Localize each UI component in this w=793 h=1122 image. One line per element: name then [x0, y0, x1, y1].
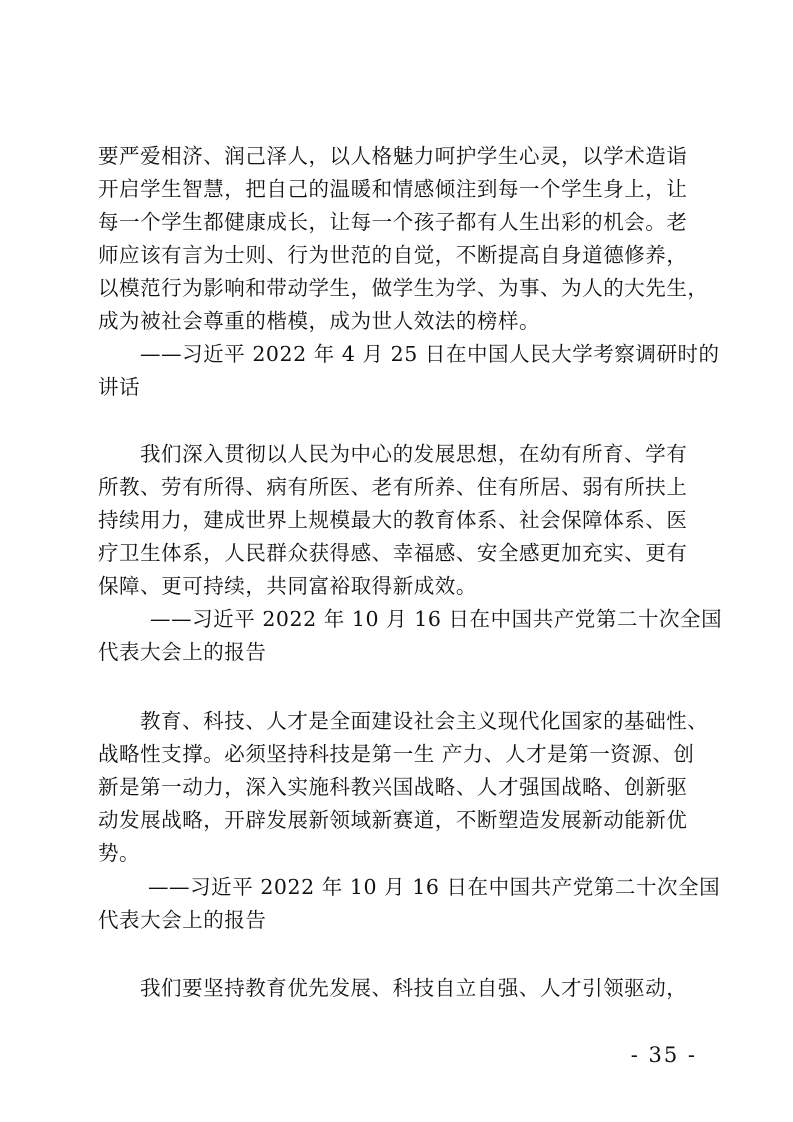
body-line: 所教、劳有所得、病有所医、老有所养、住有所居、弱有所扶上 — [98, 475, 688, 499]
body-line: 成为被社会尊重的楷模，成为世人效法的榜样。 — [98, 309, 541, 333]
attribution-line: ——习近平 2022 年 4 月 25 日在中国人民大学考察调研时的 — [140, 342, 720, 366]
body-line: 势。 — [98, 841, 141, 865]
attribution-line: 代表大会上的报告 — [98, 640, 267, 664]
body-line: 我们要坚持教育优先发展、科技自立自强、人才引领驱动， — [140, 976, 688, 1000]
body-line: 疗卫生体系，人民群众获得感、幸福感、安全感更加充实、更有 — [98, 541, 688, 565]
body-line: 持续用力，建成世界上规模最大的教育体系、社会保障体系、医 — [98, 508, 688, 532]
body-line: 动发展战略，开辟发展新领域新赛道，不断塑造发展新动能新优 — [98, 808, 688, 832]
body-line: 每一个学生都健康成长，让每一个孩子都有人生出彩的机会。老 — [98, 210, 688, 234]
body-line: 新是第一动力，深入实施科教兴国战略、人才强国战略、创新驱 — [98, 775, 688, 799]
body-line: 战略性支撑。必须坚持科技是第一生 产力、人才是第一资源、创 — [98, 742, 695, 766]
attribution-line: 代表大会上的报告 — [98, 908, 267, 932]
attribution-line: ——习近平 2022 年 10 月 16 日在中国共产党第二十次全国 — [150, 607, 723, 631]
body-line: 要严爱相济、润己泽人，以人格魅力呵护学生心灵，以学术造诣 — [98, 144, 688, 168]
body-line: 教育、科技、人才是全面建设社会主义现代化国家的基础性、 — [140, 709, 709, 733]
body-line: 我们深入贯彻以人民为中心的发展思想，在幼有所育、学有 — [140, 442, 688, 466]
body-line: 保障、更可持续，共同富裕取得新成效。 — [98, 574, 477, 598]
body-line: 师应该有言为士则、行为世范的自觉，不断提高自身道德修养， — [98, 243, 688, 267]
page-number: - 35 - — [630, 1043, 697, 1067]
body-line: 以模范行为影响和带动学生，做学生为学、为事、为人的大先生， — [98, 276, 709, 300]
attribution-line: ——习近平 2022 年 10 月 16 日在中国共产党第二十次全国 — [148, 875, 721, 899]
body-line: 开启学生智慧，把自己的温暖和情感倾注到每一个学生身上，让 — [98, 177, 688, 201]
attribution-line: 讲话 — [98, 375, 141, 399]
